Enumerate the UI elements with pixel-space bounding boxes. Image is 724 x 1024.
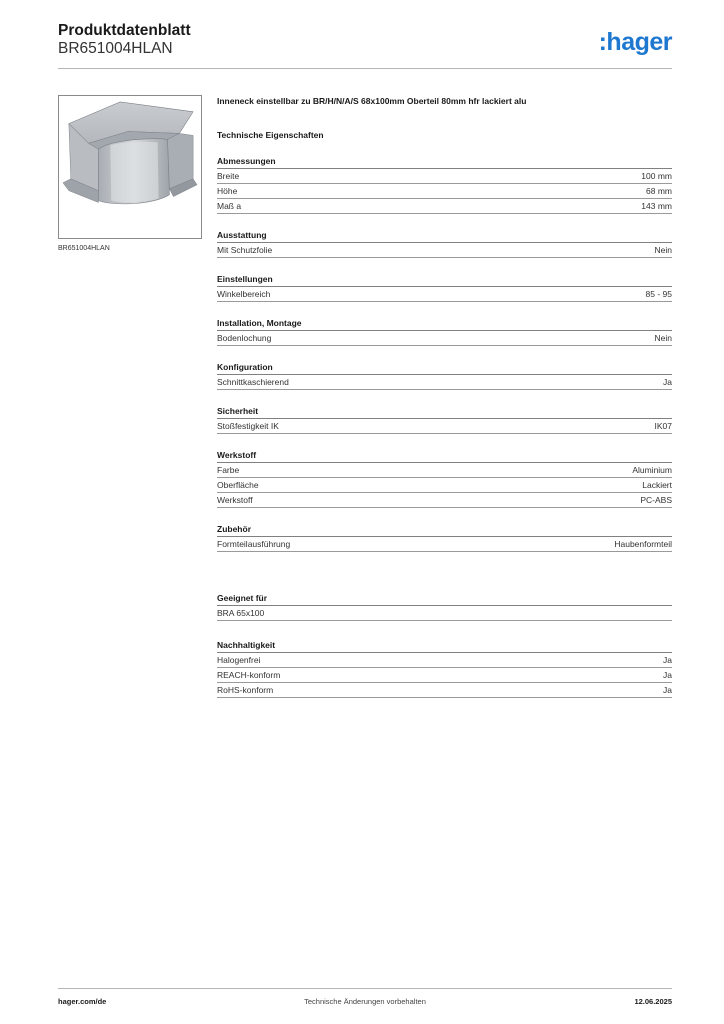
group-title: Konfiguration <box>217 359 672 375</box>
spec-row <box>217 184 672 199</box>
hager-logo: :hager <box>598 28 672 56</box>
spec-value: Aluminium <box>632 465 672 475</box>
inside-corner-illustration <box>59 96 201 238</box>
spec-group-ausstattung <box>217 227 672 258</box>
group-title: Geeignet für <box>217 590 672 606</box>
spec-label: Stoßfestigkeit IK <box>217 421 279 431</box>
spec-label: BRA 65x100 <box>217 608 265 618</box>
spec-label: Maß a <box>217 201 242 211</box>
spec-group-sicherheit <box>217 403 672 434</box>
group-title: Ausstattung <box>217 227 672 243</box>
spec-value: Nein <box>654 333 672 343</box>
spec-value: Ja <box>663 655 672 665</box>
spec-row <box>217 169 672 184</box>
spec-value: 85 - 95 <box>645 289 672 299</box>
page-header <box>58 22 672 70</box>
spec-label: REACH-konform <box>217 670 281 680</box>
spec-group-werkstoff <box>217 447 672 508</box>
footer-website-link[interactable]: hager.com/de <box>58 997 107 1006</box>
spec-row <box>217 478 672 493</box>
header-divider <box>58 68 672 69</box>
spec-value: Haubenformteil <box>614 539 672 549</box>
group-title: Nachhaltigkeit <box>217 637 672 653</box>
spec-value: Ja <box>663 377 672 387</box>
spec-row <box>217 199 672 214</box>
spec-row <box>217 537 672 552</box>
spec-value: Ja <box>663 670 672 680</box>
footer-date: 12.06.2025 <box>634 997 672 1006</box>
spec-value: PC-ABS <box>640 495 672 505</box>
spec-label: Mit Schutzfolie <box>217 245 273 255</box>
spec-label: Farbe <box>217 465 240 475</box>
spec-row <box>217 653 672 668</box>
group-title: Sicherheit <box>217 403 672 419</box>
spec-row <box>217 243 672 258</box>
spec-value: Ja <box>663 685 672 695</box>
spec-label: Winkelbereich <box>217 289 271 299</box>
group-title: Abmessungen <box>217 153 672 169</box>
image-caption: BR651004HLAN <box>58 245 110 252</box>
spec-group-konfiguration <box>217 359 672 390</box>
spec-row <box>217 683 672 698</box>
spec-row <box>217 287 672 302</box>
spec-row <box>217 668 672 683</box>
spec-value: Nein <box>654 245 672 255</box>
spec-row <box>217 375 672 390</box>
group-title: Einstellungen <box>217 271 672 287</box>
spec-label: Breite <box>217 171 240 181</box>
product-number: BR651004HLAN <box>58 40 173 57</box>
spec-group-installation <box>217 315 672 346</box>
spec-row <box>217 493 672 508</box>
footer-divider <box>58 988 672 989</box>
footer-note: Technische Änderungen vorbehalten <box>304 997 426 1006</box>
spec-label: Werkstoff <box>217 495 253 505</box>
section-title: Technische Eigenschaften <box>217 130 324 140</box>
product-image <box>58 95 202 239</box>
spec-label: RoHS-konform <box>217 685 274 695</box>
group-title: Installation, Montage <box>217 315 672 331</box>
spec-group-abmessungen <box>217 153 672 214</box>
spec-value: IK07 <box>654 421 672 431</box>
spec-group-zubehoer <box>217 521 672 552</box>
spec-group-geeignet-fuer <box>217 590 672 621</box>
spec-value: 68 mm <box>646 186 672 196</box>
spec-value: 143 mm <box>641 201 672 211</box>
spec-value: 100 mm <box>641 171 672 181</box>
spec-row <box>217 331 672 346</box>
product-description: Inneneck einstellbar zu BR/H/N/A/S 68x100mm Oberteil 80mm hfr lackiert alu <box>217 96 527 106</box>
spec-row <box>217 419 672 434</box>
spec-label: Schnittkaschierend <box>217 377 289 387</box>
spec-label: Bodenlochung <box>217 333 272 343</box>
spec-group-nachhaltigkeit <box>217 637 672 698</box>
spec-label: Halogenfrei <box>217 655 261 665</box>
spec-group-einstellungen <box>217 271 672 302</box>
spec-label: Höhe <box>217 186 238 196</box>
spec-row <box>217 606 672 621</box>
page-title: Produktdatenblatt <box>58 22 191 39</box>
group-title: Werkstoff <box>217 447 672 463</box>
group-title: Zubehör <box>217 521 672 537</box>
spec-label: Oberfläche <box>217 480 259 490</box>
spec-row <box>217 463 672 478</box>
product-details <box>217 96 672 698</box>
spec-value: Lackiert <box>642 480 672 490</box>
spec-label: Formteilausführung <box>217 539 291 549</box>
